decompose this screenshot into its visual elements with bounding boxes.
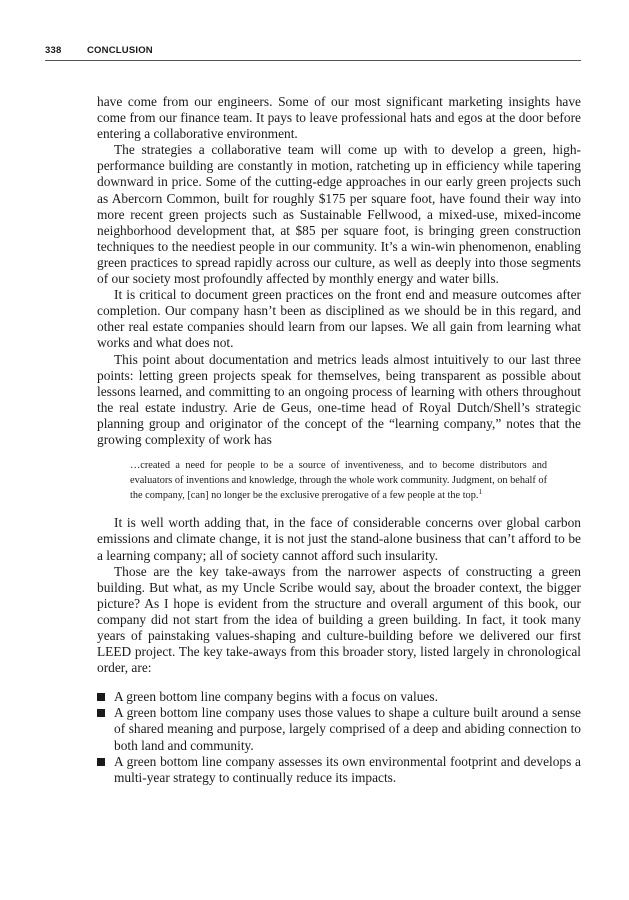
paragraph: It is critical to document green practices on the front end and measure outcomes after completion. Our company hasn’t been as disciplined as we should be in this regard, and other real estate companies should learn from our lapses. We all gain from learning what works and what does not. [97, 287, 581, 351]
square-bullet-icon [97, 758, 105, 766]
paragraph: This point about documentation and metrics leads almost intuitively to our last three points: letting green projects speak for themselves, being transparent as possible about lessons learned, and committing to an ongoing process of learning with others throughout the real estate industry. Arie de Geus, one-time head of Royal Dutch/Shell’s strategic planning group and originator of the concept of the “learning company,” notes that the growing complexity of work has [97, 351, 581, 447]
section-title: CONCLUSION [87, 45, 153, 56]
footnote-mark[interactable]: 1 [478, 488, 482, 497]
paragraph: Those are the key take-aways from the narrower aspects of constructing a green building. But what, as my Uncle Scribe would say, about the broader context, the bigger picture? As I hope is evident from the structure and overall argument of this book, our company did not start from the idea of building a green building. In fact, it took many years of painstaking values-shaping and culture-building before we delivered our first LEED project. The key take-aways from this broader story, listed largely in chronological order, are: [97, 563, 581, 676]
running-head [45, 44, 581, 61]
list-item [97, 754, 581, 786]
block-quote-text: …created a need for people to be a source of inventiveness, and to become distributors and evaluators of inventions and knowledge, through the whole work community. Judgment, on behalf of the company, [can] no longer be the exclusive prerogative of a few people at the top. [130, 460, 547, 502]
list-item-text: A green bottom line company begins with a focus on values. [114, 689, 438, 705]
list-item-text: A green bottom line company uses those values to shape a culture built around a sense of shared meaning and purpose, largely comprised of a deep and abiding connection to both land and community. [114, 705, 581, 753]
block-quote [97, 458, 581, 503]
body-text [97, 94, 581, 786]
square-bullet-icon [97, 693, 105, 701]
list-item [97, 705, 581, 753]
list-item [97, 689, 581, 705]
paragraph: The strategies a collaborative team will come up with to develop a green, high-performance building are constantly in motion, ratcheting up in efficiency while tapering downward in price. Some of the cutting-edge approaches in our early green projects such as Abercorn Common, built for roughly $175 per square foot, have found their way into more recent green projects such as Sustainable Fellwood, a mixed-use, mixed-income neighborhood development that, at $85 per square foot, is bringing green construction techniques to the neediest people in our community. It’s a win-win phenomenon, enabling green practices to spread rapidly across our culture, as well as deeply into those segments of our society most profoundly affected by monthly energy and water bills. [97, 142, 581, 287]
takeaways-list [97, 689, 581, 786]
list-item-text: A green bottom line company assesses its own environmental footprint and develops a multi-year strategy to continually reduce its impacts. [114, 753, 581, 785]
square-bullet-icon [97, 709, 105, 717]
paragraph: have come from our engineers. Some of our most significant marketing insights have come from our finance team. It pays to leave professional hats and egos at the door before entering a collaborative environment. [97, 94, 581, 142]
paragraph: It is well worth adding that, in the face of considerable concerns over global carbon emissions and climate change, it is not just the stand-alone business that can’t afford to be a learning company; all of society cannot afford such insularity. [97, 515, 581, 563]
page-number: 338 [45, 45, 62, 56]
